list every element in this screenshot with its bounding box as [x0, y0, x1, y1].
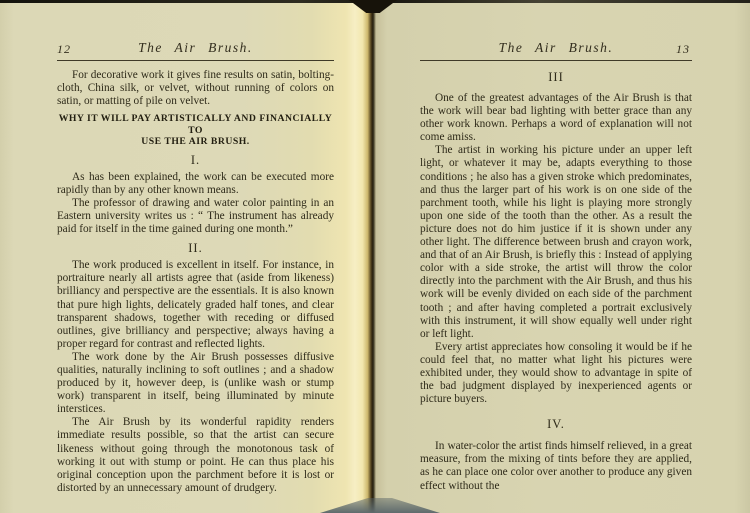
chapter-subheading-line2: USE THE AIR BRUSH.	[141, 136, 250, 148]
header-rule-left	[57, 60, 334, 61]
section-numeral-3: III	[548, 70, 564, 84]
right-page	[376, 0, 750, 513]
paragraph: One of the greatest advantages of the Air Brush is that the work will bear bad lighting with better grace than any other work known. Perhaps a word of explanation will not come amiss.	[420, 92, 692, 144]
book-gutter-shadow	[346, 0, 376, 513]
chapter-subheading-line1: WHY IT WILL PAY ARTISTICALLY AND FINANCIALLY TO	[58, 113, 333, 136]
paragraph: The artist in working his picture under an upper left light, or whatever it may be, adapts everything to those conditions ; he also has a given stroke which predominates, and thus the larger part of his work is on one side of the parchment tooth, while his light is playing more strongly upon one side of the tooth than the other. As a result the picture does not do him justice if it is shown under any other light. The difference between brush and crayon work, and that of an Air Brush, is briefly this : Instead of applying color with a side stroke, the artist will throw the color directly into the parchment with the Air Brush, and thus his work will be evenly divided on each side of the parchment tooth ; and after having completed a portrait exclusively with this instrument, it will show equally well under right or left light.	[420, 144, 692, 340]
paragraph: For decorative work it gives fine results on satin, bolting-cloth, China silk, or velvet, without running of colors on satin, or matting of pile on velvet.	[57, 69, 334, 108]
section-numeral-1: I.	[190, 152, 201, 167]
paragraph: The professor of drawing and water color painting in an Eastern university writes us : “ The instrument has already paid for itself in the time gained during one month.”	[57, 196, 334, 236]
paragraph: The work done by the Air Brush possesses diffusive qualities, naturally inclining to soft outlines ; and a shadow produced by it, however deep, is (unlike wash or stump work) transparent in itself, being illuminated by minute interstices.	[57, 350, 334, 416]
section-numeral-4: IV.	[547, 417, 565, 432]
right-page-header	[420, 40, 692, 57]
left-page	[0, 0, 346, 513]
left-page-header	[57, 40, 334, 57]
running-title-right: The Air Brush.	[498, 40, 614, 55]
section-numeral-2: II.	[188, 241, 203, 256]
left-page-text-column	[57, 40, 334, 495]
paragraph: The Air Brush by its wonderful rapidity renders immediate results possible, so that the artist can secure likeness without going through the monotonous task of working it out with stump or point. He can thus place his original conception upon the parchment before it is lost or distorted by an unnecessary amount of drudgery.	[57, 416, 334, 494]
right-page-text-column	[420, 40, 692, 493]
running-title-left: The Air Brush.	[138, 40, 253, 55]
paragraph: Every artist appreciates how consoling it would be if he could feel that, no matter what light his pictures were exhibited under, they would show to advantage in spite of the bad judgment displayed by inexperienced agents or picture buyers.	[420, 340, 692, 406]
paragraph: The work produced is excellent in itself. For instance, in portraiture nearly all artists agree that (aside from likeness) brilliancy and perspective are the essentials. It is also known that pure high lights, delicately graded half tones, and clear transparent shadows, together with receding or diffused outlines, give brilliancy and perspective; always having a proper regard for contrast and reflected lights.	[57, 259, 334, 350]
page-number-left: 12	[57, 42, 71, 56]
paragraph: As has been explained, the work can be executed more rapidly than by any other known means.	[57, 170, 334, 196]
page-number-right: 13	[676, 42, 690, 56]
header-rule-right	[420, 60, 692, 61]
paragraph: In water-color the artist finds himself relieved, in a great measure, from the mixing of tints before they are applied, as he can place one color over another to produce any given effect without the	[420, 440, 692, 492]
chapter-subheading	[57, 113, 334, 148]
